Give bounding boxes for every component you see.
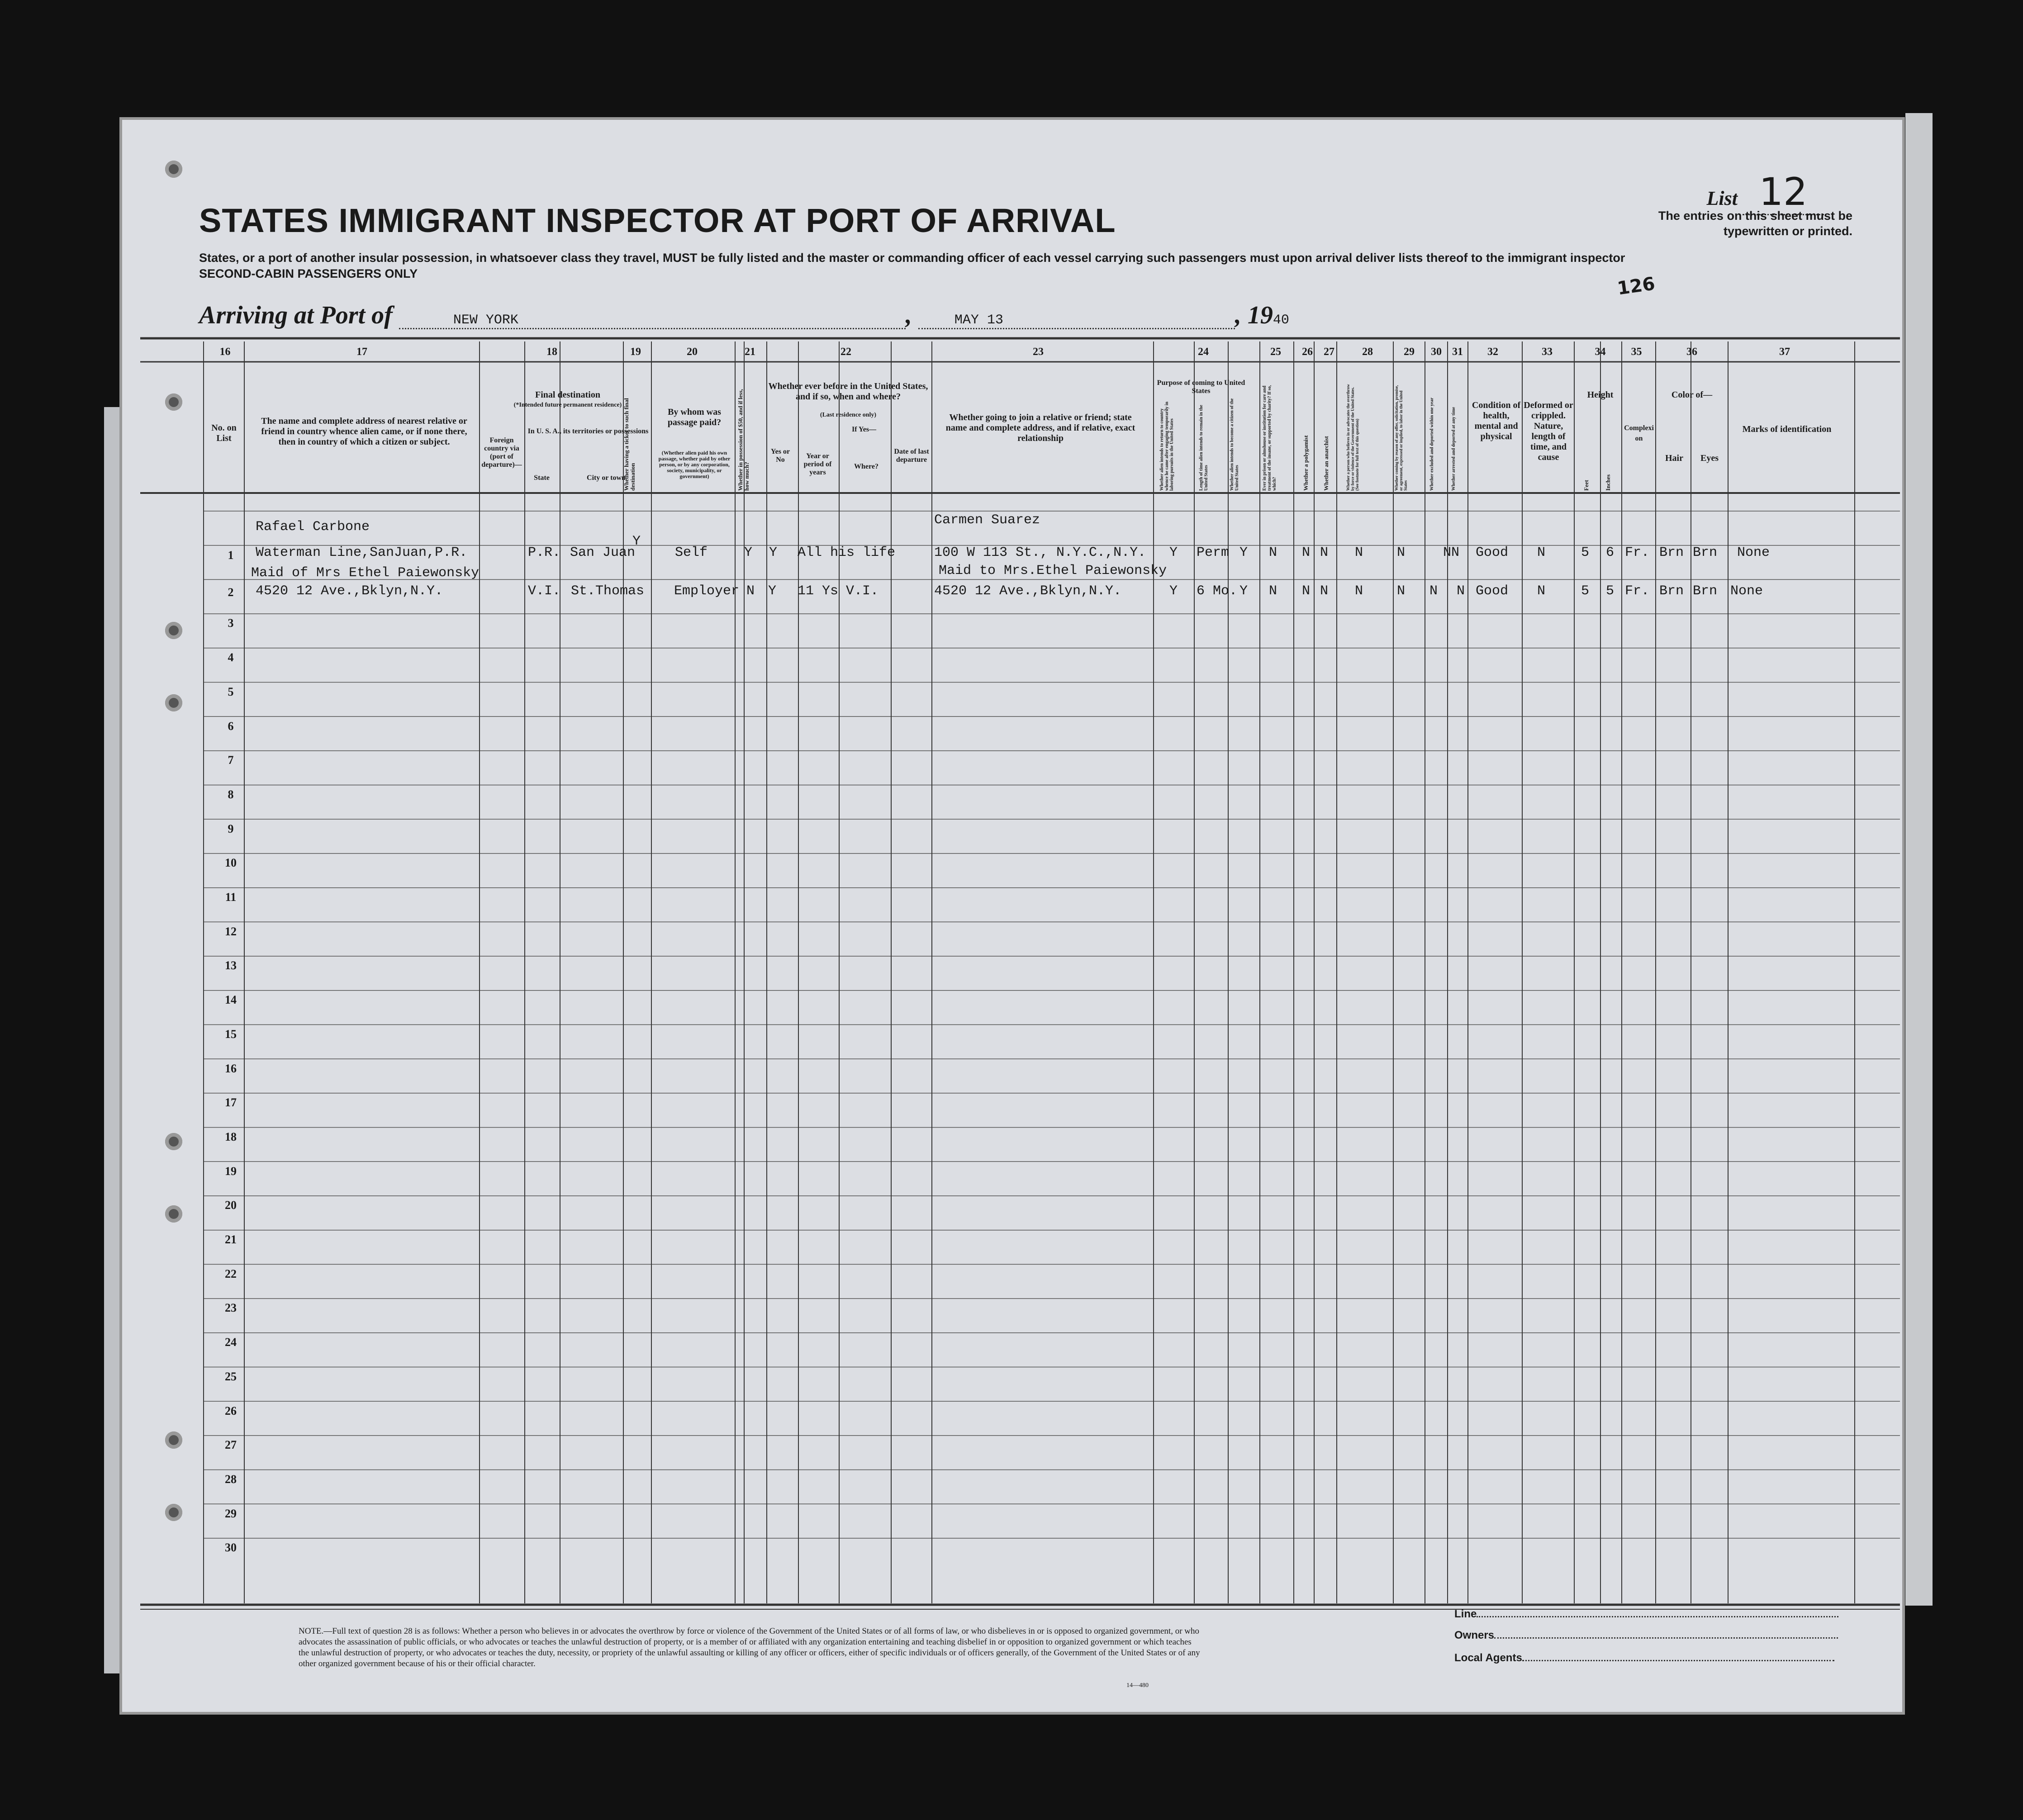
relative-name: Maid of Mrs Ethel Paiewonsky	[251, 565, 480, 581]
row-number: 30	[225, 1541, 237, 1555]
header-where: Where?	[854, 463, 879, 470]
row-number: 5	[228, 685, 234, 698]
height-inches: 6	[1606, 545, 1615, 560]
join-name: Maid to Mrs.Ethel Paiewonsky	[939, 563, 1167, 578]
header-purpose-return: Whether alien intends to return to country whence he came after engaging temporarily in laboring pursuits in the United States	[1159, 402, 1174, 491]
header-nearest-relative: The name and complete address of nearest relative or friend in country whence alien came, or if none there, then in country of which a citizen or subject.	[261, 416, 467, 447]
row-number: 16	[225, 1062, 237, 1075]
arrested: N	[1451, 545, 1460, 560]
destination-city: San Juan	[570, 545, 636, 560]
row-number: 14	[225, 993, 237, 1007]
column-number: 37	[1779, 346, 1790, 358]
join-address: 100 W 113 St., N.Y.C.,N.Y.	[934, 545, 1146, 560]
header-arrested: Whether arrested and deported at any time	[1451, 407, 1456, 491]
period: All his life	[798, 545, 896, 560]
stamp-number: 126	[1616, 273, 1657, 299]
purpose-return: Y	[1169, 583, 1178, 599]
deformed: N	[1537, 583, 1546, 599]
column-number: 18	[546, 346, 557, 358]
header-ever-before: Whether ever before in the United States, and if so, when and where?	[768, 381, 928, 402]
header-no-on-list: No. on List	[211, 423, 237, 443]
header-year-period: Year or period of years	[803, 452, 832, 476]
period: 11 Ys	[798, 583, 839, 599]
purpose-length: Perm	[1197, 545, 1230, 560]
row-number: 28	[225, 1472, 237, 1486]
header-final-destination: Final destination	[535, 390, 600, 400]
labor-offer: N	[1397, 545, 1406, 560]
row-number: 22	[225, 1267, 237, 1280]
footnote-text: NOTE.—Full text of question 28 is as follows: Whether a person who believes in or advocates the overthrow by force or violence of the Government of the United States or of all forms of law, or who disbelieves in or is opposed to organized government, or who advocates the assassination of public officials, or who advocates or teaches the unlawful destruction of property, or is a member of or affiliated with any organization entertaining and teaching disbelief in or opposition to organized government or which teaches the unlawful destruction of property, or who advocates or teaches the duty, necessity, or propriety of the unlawful assaulting or killing of any officer or officers, either of specific individuals or of officers generally, of the Government of the United States or of any other organized government because of his or their official character.	[299, 1626, 1200, 1668]
column-number: 31	[1452, 346, 1463, 358]
row-number: 11	[225, 891, 237, 904]
identification-marks: None	[1737, 545, 1770, 560]
line-field	[1454, 1607, 1838, 1621]
header-in-usa: In U. S. A., its territories or possessions	[527, 427, 649, 435]
port-field: NEW YORK	[399, 313, 906, 329]
arriving-label: Arriving at Port of	[199, 301, 393, 329]
identification-marks: None	[1730, 583, 1763, 599]
header-inches: Inches	[1605, 474, 1611, 491]
header-final-destination-note: (*Intended future permanent residence)	[513, 402, 622, 408]
money-value: Y	[744, 545, 753, 560]
polygamist: N	[1302, 545, 1311, 560]
anarchist: N	[1320, 545, 1329, 560]
relative-address: 4520 12 Ave.,Bklyn,N.Y.	[256, 583, 443, 599]
header-polygamist: Whether a polygamist	[1302, 435, 1309, 491]
header-complexion: Complexion	[1624, 424, 1654, 442]
agents-field	[1454, 1651, 1834, 1664]
header-height: Height	[1587, 390, 1614, 400]
ever-before: Y	[768, 583, 777, 599]
row-number: 4	[228, 651, 234, 664]
column-number: 27	[1324, 346, 1334, 358]
header-eyes: Eyes	[1700, 453, 1719, 463]
footnote	[299, 1626, 1203, 1689]
column-number: 30	[1431, 346, 1442, 358]
owners-field	[1454, 1628, 1838, 1642]
header-marks: Marks of identification	[1742, 424, 1832, 434]
header-join-relative: Whether going to join a relative or friend; state name and complete address, and if relative, exact relationship	[945, 412, 1135, 443]
last-residence: V.I.	[846, 583, 879, 599]
arriving-line: Arriving at Port of NEW YORK , MAY 13 , 1940	[199, 301, 1289, 329]
column-number: 34	[1595, 346, 1606, 358]
row-number: 8	[228, 787, 234, 801]
header-excluded: Whether excluded and deported within one year	[1429, 398, 1434, 491]
header-passage-paid: By whom was passage paid?	[667, 407, 722, 427]
ticket-value: Y	[632, 534, 641, 549]
year-suffix: 40	[1273, 313, 1289, 328]
header-foreign-country: Foreign country via (port of departure)—	[481, 436, 522, 469]
row-number: 18	[225, 1130, 237, 1143]
row-number: 17	[225, 1096, 237, 1109]
eye-color: Brn	[1693, 545, 1718, 560]
overthrow: N	[1355, 583, 1363, 599]
height-inches: 5	[1606, 583, 1615, 599]
passage-paid: Self	[675, 545, 708, 560]
row-number: 2	[228, 586, 234, 599]
line-label: Line	[1454, 1608, 1477, 1620]
ever-before: Y	[769, 545, 778, 560]
prison: N	[1269, 583, 1277, 599]
row-number: 20	[225, 1199, 237, 1212]
header-deformed: Deformed or crippled. Nature, length of time, and cause	[1524, 400, 1573, 462]
column-number: 24	[1198, 346, 1209, 358]
header-ever-before-note: (Last residence only)	[820, 412, 877, 418]
column-number: 36	[1686, 346, 1697, 358]
row-number: 12	[225, 924, 237, 938]
header-health: Condition of health, mental and physical	[1472, 400, 1521, 441]
list-label: List	[1706, 187, 1738, 209]
header-overthrow: Whether a person who believes in or advocates the overthrow by force or violence of the Government of the United States. (See footnote for full text of this question)	[1346, 384, 1359, 491]
purpose-length: 6 Mo.	[1197, 583, 1238, 599]
row-number: 25	[225, 1370, 237, 1383]
row-number: 6	[228, 719, 234, 733]
header-prison: Ever in prison or almshouse or institution for care and treatment of the insane, or supported by charity? If so, which?	[1262, 385, 1277, 491]
row-number: 7	[228, 754, 234, 767]
year-prefix: 19	[1247, 301, 1273, 329]
eye-color: Brn	[1693, 583, 1718, 599]
anarchist: N	[1320, 583, 1329, 599]
header-passage-note: (Whether alien paid his own passage, whether paid by other person, or by any corporation, society, municipality, or government)	[658, 450, 731, 479]
header-purpose: Purpose of coming to United States	[1157, 379, 1245, 395]
relative-name: Rafael Carbone	[256, 519, 370, 535]
complexion: Fr.	[1625, 545, 1650, 560]
arrested: N	[1457, 583, 1465, 599]
purpose-citizen: Y	[1239, 583, 1248, 599]
row-number: 19	[225, 1164, 237, 1178]
header-color-of: Color of—	[1671, 390, 1713, 400]
column-number: 32	[1487, 346, 1498, 358]
passage-paid: Employer	[674, 583, 740, 599]
passenger-class: SECOND-CABIN PASSENGERS ONLY	[199, 267, 418, 280]
header-feet: Feet	[1583, 480, 1590, 491]
destination-state: V.I.	[528, 583, 561, 599]
column-number: 22	[841, 346, 851, 358]
column-number: 19	[630, 346, 641, 358]
row-number: 3	[228, 616, 234, 630]
header-state: State	[534, 474, 550, 482]
page-title: STATES IMMIGRANT INSPECTOR AT PORT OF ARRIVAL	[199, 202, 1116, 239]
header-city: City or town	[587, 474, 626, 482]
money-value: N	[746, 583, 755, 599]
row-number: 10	[225, 856, 237, 870]
list-number: 12	[1743, 170, 1824, 215]
polygamist: N	[1302, 583, 1311, 599]
purpose-return: Y	[1169, 545, 1178, 560]
relative-address: Waterman Line,SanJuan,P.R.	[256, 545, 468, 560]
prison: N	[1269, 545, 1277, 560]
row-number: 9	[228, 822, 234, 835]
column-number: 23	[1033, 346, 1044, 358]
column-number: 35	[1631, 346, 1642, 358]
deformed: N	[1537, 545, 1546, 560]
header-purpose-citizen: Whether alien intends to become a citizen of the United States	[1230, 398, 1239, 491]
labor-offer: N	[1397, 583, 1406, 599]
column-number: 16	[219, 346, 231, 358]
owners-label: Owners	[1454, 1629, 1495, 1641]
row-number: 15	[225, 1027, 237, 1041]
excluded: N	[1429, 583, 1438, 599]
row-number: 29	[225, 1507, 237, 1520]
column-number: 21	[745, 346, 755, 358]
header-if-yes: If Yes—	[851, 426, 877, 433]
health: Good	[1476, 545, 1509, 560]
column-number: 20	[687, 346, 698, 358]
header-hair: Hair	[1665, 453, 1683, 463]
entries-note: The entries on this sheet must be typewritten or printed.	[1658, 209, 1852, 238]
row-number: 21	[225, 1233, 237, 1246]
height-feet: 5	[1581, 583, 1590, 599]
health: Good	[1476, 583, 1509, 599]
header-ticket: Whether having a ticket to such final destination	[623, 398, 636, 491]
agents-label: Local Agents	[1454, 1652, 1522, 1664]
purpose-citizen: Y	[1239, 545, 1248, 560]
column-number: 26	[1302, 346, 1313, 358]
join-name: Carmen Suarez	[934, 512, 1040, 528]
row-number: 26	[225, 1404, 237, 1417]
row-number: 24	[225, 1336, 237, 1349]
hair-color: Brn	[1659, 545, 1684, 560]
header-labor-offer: Whether coming by reason of any offer, solicitation, promise, or agreement, expressed or implied, to labor in the United States	[1394, 385, 1408, 491]
join-address: 4520 12 Ave.,Bklyn,N.Y.	[934, 583, 1122, 599]
column-number: 28	[1362, 346, 1373, 358]
height-feet: 5	[1581, 545, 1590, 560]
overthrow: N	[1355, 545, 1363, 560]
header-fifty-dollars: Whether in possession of $50, and if less, how much?	[737, 389, 750, 491]
column-number: 17	[356, 346, 367, 358]
header-anarchist: Whether an anarchist	[1323, 436, 1330, 491]
column-number: 33	[1542, 346, 1553, 358]
header-purpose-length: Length of time alien intends to remain in the United States	[1199, 405, 1209, 491]
form-number: 14—480	[1126, 1682, 1149, 1689]
instructions-text: States, or a port of another insular possession, in whatsoever class they travel, MUST be fully listed and the master or commanding officer of each vessel carrying such passengers must upon arrival deliver lists thereof to the immigrant inspector	[199, 251, 1625, 265]
row-number: 13	[225, 959, 237, 972]
destination-city: St.Thomas	[571, 583, 645, 599]
row-number: 27	[225, 1438, 237, 1452]
date-field: MAY 13	[918, 313, 1235, 329]
header-yes-no: Yes or No	[770, 448, 790, 464]
excluded: N	[1443, 545, 1452, 560]
column-number: 29	[1404, 346, 1415, 358]
complexion: Fr.	[1625, 583, 1650, 599]
hair-color: Brn	[1659, 583, 1684, 599]
header-last-departure: Date of last departure	[894, 448, 929, 464]
destination-state: P.R.	[528, 545, 561, 560]
row-number: 1	[228, 549, 234, 562]
row-number: 23	[225, 1301, 237, 1315]
column-number: 25	[1270, 346, 1281, 358]
